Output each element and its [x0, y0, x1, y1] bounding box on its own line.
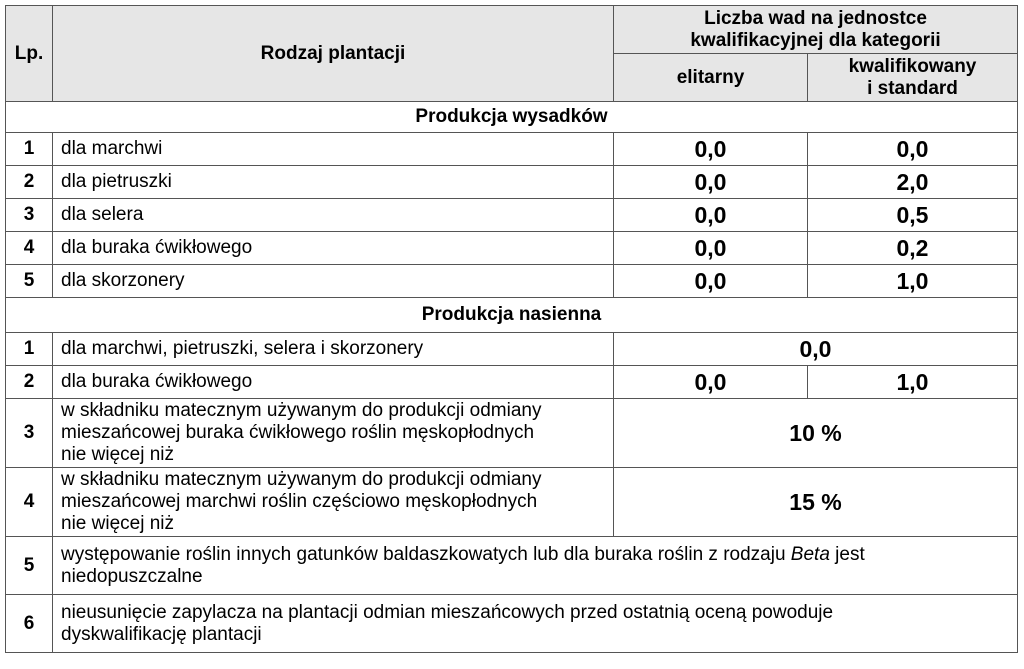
row-kwalifikowany: 2,0 [808, 166, 1018, 199]
row-lp: 4 [6, 232, 53, 265]
row-kwalifikowany: 0,0 [808, 133, 1018, 166]
row-note-line1: nieusunięcie zapylacza na plantacji odmian mieszańcowych przed ostatnią oceną powoduje [61, 601, 834, 623]
row-note-italic-beta: Beta [790, 543, 830, 565]
row-name: dla selera [53, 199, 614, 232]
row-text-line3: nie więcej niż [61, 513, 174, 534]
row-note-line1 [61, 544, 1009, 566]
row-name: dla marchwi, pietruszki, selera i skorzonery [53, 333, 614, 366]
table-row [6, 399, 1018, 468]
row-lp: 4 [6, 468, 53, 537]
table-row [6, 366, 1018, 399]
section-produkcja-wysadkow: Produkcja wysadków [6, 102, 1018, 133]
table-row [6, 468, 1018, 537]
header-elitarny: elitarny [614, 54, 808, 102]
row-text-line1: w składniku matecznym używanym do produkcji odmiany [61, 400, 542, 421]
row-name: dla buraka ćwikłowego [53, 366, 614, 399]
row-elitarny: 0,0 [614, 199, 808, 232]
table-row [6, 199, 1018, 232]
row-value-merged: 10 % [614, 399, 1018, 468]
row-kwalifikowany: 1,0 [808, 265, 1018, 298]
section-produkcja-nasienna: Produkcja nasienna [6, 298, 1018, 333]
row-value-merged: 15 % [614, 468, 1018, 537]
row-name: dla skorzonery [53, 265, 614, 298]
row-text-line3: nie więcej niż [61, 444, 174, 465]
row-value-merged: 0,0 [614, 333, 1018, 366]
row-text-line1: w składniku matecznym używanym do produkcji odmiany [61, 469, 542, 490]
row-lp: 1 [6, 333, 53, 366]
row-lp: 6 [6, 595, 53, 653]
row-lp: 2 [6, 166, 53, 199]
row-elitarny: 0,0 [614, 265, 808, 298]
row-note-text-before: występowanie roślin innych gatunków baldaszkowatych lub dla buraka roślin z rodzaju [61, 543, 791, 565]
table-row [6, 333, 1018, 366]
header-lp: Lp. [6, 6, 53, 102]
row-lp: 3 [6, 399, 53, 468]
row-lp: 3 [6, 199, 53, 232]
table-row [6, 166, 1018, 199]
row-kwalifikowany: 0,5 [808, 199, 1018, 232]
table-row [6, 133, 1018, 166]
row-lp: 5 [6, 537, 53, 595]
table-row [6, 232, 1018, 265]
row-lp: 2 [6, 366, 53, 399]
header-kwal-line1: kwalifikowany [848, 55, 977, 77]
row-elitarny: 0,0 [614, 166, 808, 199]
header-liczba-line1: Liczba wad na jednostce [704, 7, 927, 29]
row-kwalifikowany: 1,0 [808, 366, 1018, 399]
row-kwalifikowany: 0,2 [808, 232, 1018, 265]
row-name [53, 399, 614, 468]
row-name: dla marchwi [53, 133, 614, 166]
row-note [53, 537, 1018, 595]
table-row [6, 595, 1018, 653]
row-text-line2: mieszańcowej buraka ćwikłowego roślin męskopłodnych [61, 422, 535, 443]
row-text-line2: mieszańcowej marchwi roślin częściowo męskopłodnych [61, 491, 538, 512]
defects-table [5, 5, 1018, 653]
row-note-line2: dyskwalifikację plantacji [61, 623, 262, 645]
header-kwalifikowany [808, 54, 1018, 102]
row-elitarny: 0,0 [614, 232, 808, 265]
table-row [6, 265, 1018, 298]
row-note [53, 595, 1018, 653]
row-note-text-after: jest [829, 543, 865, 565]
row-lp: 1 [6, 133, 53, 166]
row-lp: 5 [6, 265, 53, 298]
row-name [53, 468, 614, 537]
table-row [6, 537, 1018, 595]
row-elitarny: 0,0 [614, 133, 808, 166]
header-rodzaj-plantacji: Rodzaj plantacji [53, 6, 614, 102]
row-name: dla pietruszki [53, 166, 614, 199]
header-liczba-wad [614, 6, 1018, 54]
row-elitarny: 0,0 [614, 366, 808, 399]
row-note-line2: niedopuszczalne [61, 565, 203, 587]
header-liczba-line2: kwalifikacyjnej dla kategorii [690, 29, 941, 51]
row-name: dla buraka ćwikłowego [53, 232, 614, 265]
header-kwal-line2: i standard [867, 77, 958, 99]
